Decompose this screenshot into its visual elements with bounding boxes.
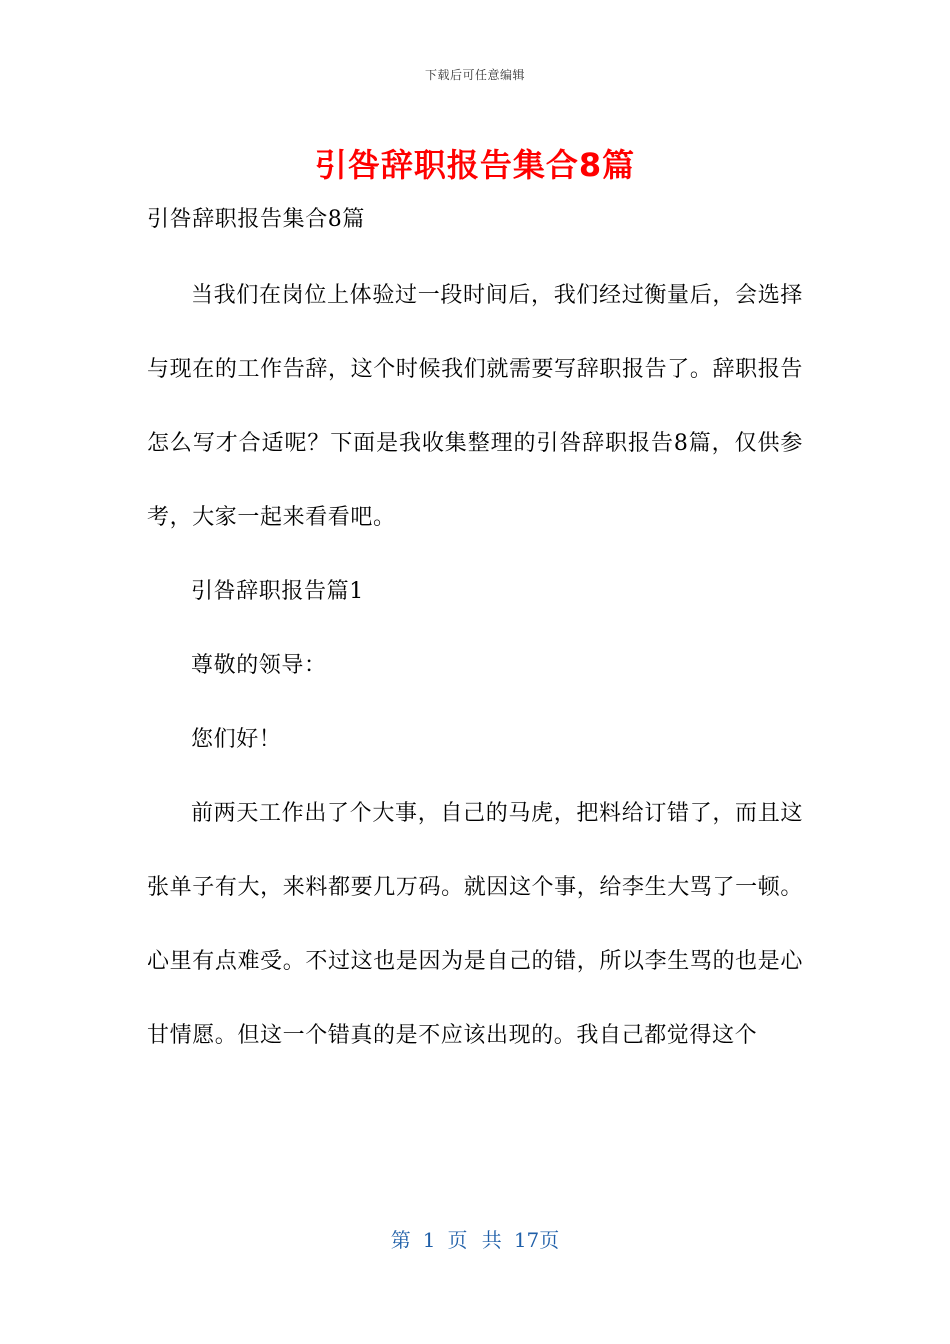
- document-subtitle: 引咎辞职报告集合8篇: [147, 207, 365, 232]
- total-pages: 17页: [513, 1228, 560, 1252]
- page-footer: [0, 1224, 950, 1253]
- intro-paragraph: 当我们在岗位上体验过一段时间后，我们经过衡量后，会选择与现在的工作告辞，这个时候我们就需要写辞职报告了。辞职报告怎么写才合适呢？下面是我收集整理的引咎辞职报告8篇，仅供参考，大家一起来看看吧。: [147, 283, 803, 530]
- letter-salutation: 尊敬的领导：: [191, 653, 327, 678]
- document-body: [147, 259, 803, 1073]
- page-label-prefix: 第: [390, 1228, 411, 1252]
- document-title: 引咎辞职报告集合8篇: [314, 146, 636, 184]
- current-page-number: 1: [422, 1228, 436, 1252]
- letter-greeting: 您们好！: [191, 727, 282, 752]
- page-label-mid: 页 共: [447, 1228, 502, 1252]
- letter-body-paragraph: 前两天工作出了个大事，自己的马虎，把料给订错了，而且这张单子有大，来料都要几万码。就因这个事，给李生大骂了一顿。心里有点难受。不过这也是因为是自己的错，所以李生骂的也是心甘情愿。但这一个错真的是不应该出现的。我自己都觉得这个: [147, 801, 803, 1048]
- section-heading: 引咎辞职报告篇1: [191, 579, 364, 604]
- page-header-note: 下载后可任意编辑: [424, 68, 525, 82]
